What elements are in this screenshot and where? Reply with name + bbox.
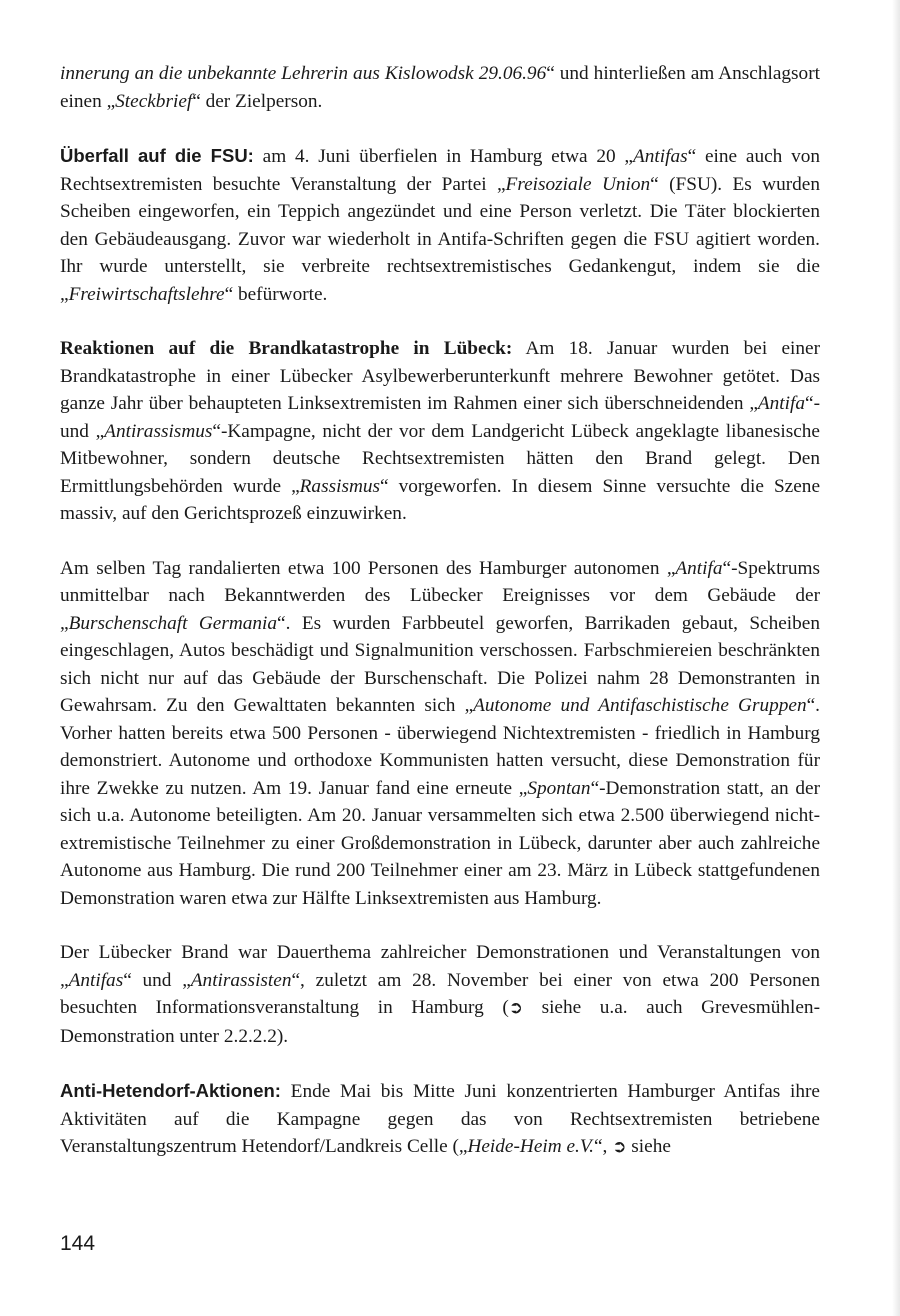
document-body <box>60 60 820 1189</box>
paragraph-same-day: Am selben Tag randalierten etwa 100 Personen des Hamburger autonomen „Antifa“-Spektrums unmittelbar nach Bekanntwerden des Lübecker Ereignisses vor dem Gebäude der „Burschenschaft Germania“. Es wurden Farbbeutel geworfen, Barrikaden gebaut, Scheiben eingeschlagen, Autos beschädigt und Signalmunition verschossen. Farbschmiereien beschränkten sich nicht nur auf das Gebäude der Burschenschaft. Die Polizei nahm 28 Demonstranten in Gewahrsam. Zu den Gewalttaten bekannten sich „Autonome und Antifaschistische Gruppen“. Vorher hatten bereits etwa 500 Personen - überwiegend Nichtextremisten - friedlich in Hamburg demonstriert. Autonome und orthodoxe Kommunisten hatten versucht, diese Demonstration für ihre Zwekke zu nutzen. Am 19. Januar fand eine erneute „Spontan“-Demonstration statt, an der sich u.a. Autonome beteiligten. Am 20. Januar versammelten sich etwa 2.500 überwiegend nicht-extremistische Teilnehmer zu einer Großdemonstration in Lübeck, darunter aber auch zahlreiche Autonome aus Hamburg. Die rund 200 Teilnehmer einer am 23. März in Lübeck stattgefundenen Demonstration waren etwa zur Hälfte Linksextremisten aus Hamburg. <box>60 557 821 909</box>
paragraph-intro: innerung an die unbekannte Lehrerin aus Kislowodsk 29.06.96“ und hinterließen am Anschlagsort einen „Steckbrief“ der Zielperson. <box>60 63 820 112</box>
section-heading-fsu: Überfall auf die FSU: <box>60 145 254 166</box>
italic-text: innerung an die unbekannte Lehrerin aus Kislowodsk 29.06.96 <box>60 63 547 84</box>
paragraph-luebeck: Reaktionen auf die Brandkatastrophe in Lübeck: Am 18. Januar wurden bei einer Brandkatastrophe in einer Lübecker Asylbewerberunterkunft mehrere Bewohner getötet. Das ganze Jahr über behaupteten Linksextremisten im Rahmen einer sich überschneidenden „Antifa“- und „Antirassismus“-Kampagne, nicht der vor dem Landgericht Lübeck angeklagte libanesische Mitbewohner, sondern deutsche Rechtsextremisten hätten den Brand gelegt. Den Ermittlungsbehörden wurde „Rassismus“ vorgeworfen. In diesem Sinne versuchte die Szene massiv, auf den Gerichtsprozeß einzuwirken. <box>60 338 820 524</box>
cross-reference-arrow-icon: ➲ <box>508 998 523 1018</box>
paragraph-hetendorf: Anti-Hetendorf-Aktionen: Ende Mai bis Mitte Juni konzentrierten Hamburger Antifas ihre Aktivitäten auf die Kampagne gegen das von Rechtsextremisten betriebene Veranstaltungszentrum Hetendorf/Landkreis Celle („Heide-Heim e.V.“, ➲ siehe <box>60 1077 820 1162</box>
cross-reference-arrow-icon: ➲ <box>612 1137 627 1157</box>
paragraph-fsu: Überfall auf die FSU: am 4. Juni überfielen in Hamburg etwa 20 „Antifas“ eine auch von Rechtsextremisten besuchte Veranstaltung der Partei „Freisoziale Union“ (FSU). Es wurden Scheiben eingeworfen, ein Teppich angezündet und eine Person verletzt. Die Täter blockierten den Gebäudeausgang. Zuvor war wiederholt in Antifa-Schriften gegen die FSU agitiert worden. Ihr wurde unterstellt, sie verbreite rechtsextremistisches Gedankengut, indem sie die „Freiwirtschaftslehre“ befürworte. <box>60 145 821 305</box>
section-heading-hetendorf: Anti-Hetendorf-Aktionen: <box>60 1080 281 1101</box>
page-number: 144 <box>60 1232 96 1255</box>
paragraph-dauerthema: Der Lübecker Brand war Dauerthema zahlreicher Demonstrationen und Veranstaltungen von „Antifas“ und „Antirassisten“, zuletzt am 28. November bei einer von etwa 200 Personen besuchten Informationsveranstaltung in Hamburg (➲ siehe u.a. auch Grevesmühlen-Demonstration unter 2.2.2.2). <box>60 942 820 1047</box>
page-edge-shadow <box>892 0 900 1316</box>
section-heading-luebeck: Reaktionen auf die Brandkatastrophe in Lübeck: <box>60 338 513 359</box>
